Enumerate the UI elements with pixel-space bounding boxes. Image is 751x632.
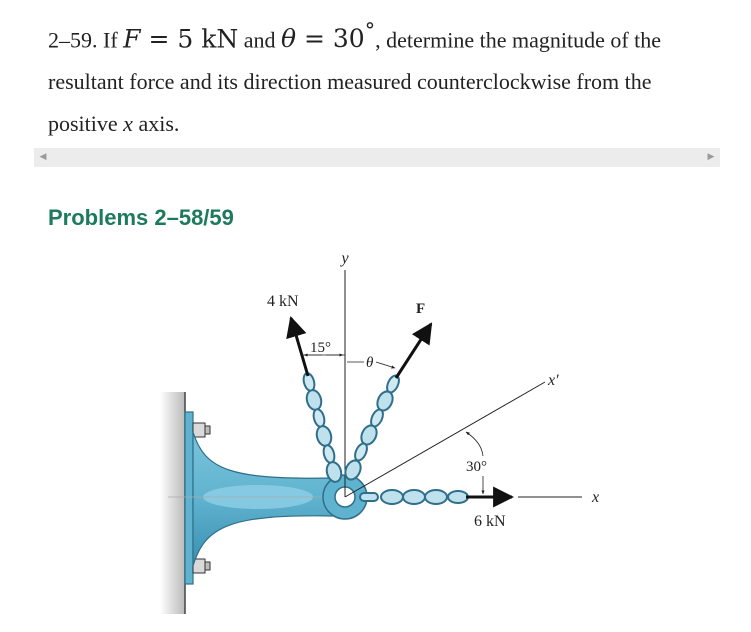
var-theta: θ [281, 24, 297, 54]
text-if: If [103, 27, 118, 53]
degree-symbol: ° [364, 19, 376, 43]
label-angle-30: 30° [466, 459, 487, 475]
eq-theta-value: = 30 [296, 24, 365, 54]
chain-horizontal [360, 490, 468, 504]
bolt-top [193, 423, 210, 437]
problem-number: 2–59. [48, 27, 98, 53]
text-and: and [243, 27, 276, 53]
text-rest: , determine the magnitude of the resultant force and its direction measured counterclockwise from the positive [48, 27, 662, 137]
chain-right [342, 374, 401, 482]
bolt-bottom [193, 559, 210, 573]
label-force-4kn: 4 kN [267, 293, 299, 310]
label-y-axis: y [341, 250, 349, 267]
label-angle-15: 15° [310, 340, 331, 356]
scroll-right-icon[interactable]: ▶ [707, 152, 715, 162]
label-x-prime-axis: x′ [548, 372, 559, 389]
chain-left [302, 372, 344, 483]
var-f: F [123, 24, 141, 54]
label-force-6kn: 6 kN [474, 513, 506, 530]
text-end: axis. [138, 111, 180, 137]
label-force-f: F [416, 301, 426, 317]
force-f-arrow [396, 324, 431, 378]
angle-theta-arrow-right [376, 362, 395, 368]
var-x: x [123, 111, 133, 137]
angle-30-arrow-up [466, 432, 483, 456]
eq-f-value: = 5 kN [140, 24, 239, 54]
label-angle-theta: θ [366, 355, 374, 371]
figure-title: Problems 2–58/59 [48, 205, 234, 230]
label-x-axis: x [592, 489, 600, 506]
scroll-left-icon[interactable]: ◀ [39, 152, 47, 162]
wall [160, 392, 185, 614]
bracket-plate [185, 412, 193, 584]
force-4kn-arrow [291, 318, 308, 376]
